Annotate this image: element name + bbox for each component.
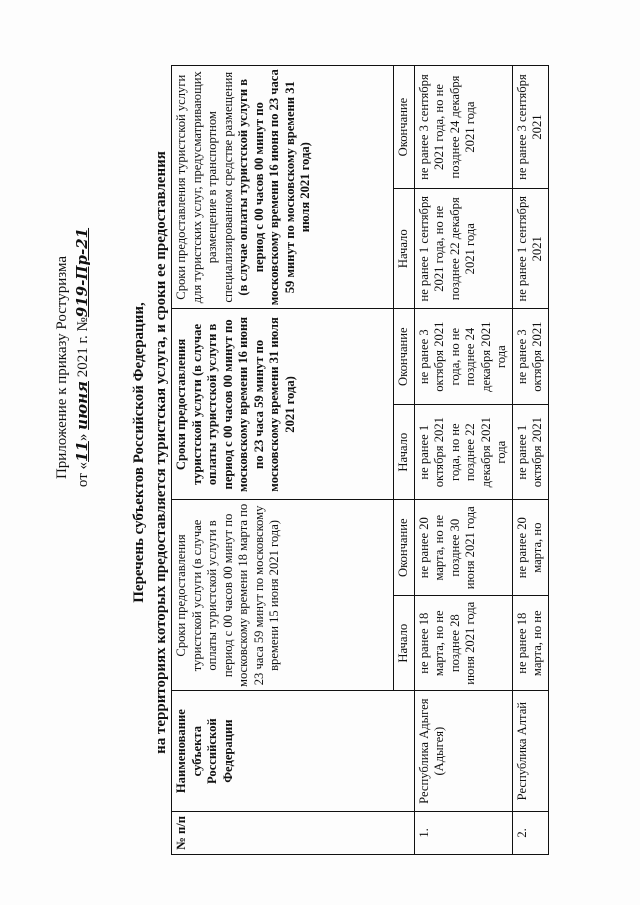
- table-row: [414, 66, 512, 855]
- header-row-1: [172, 66, 394, 855]
- period-3-title: Сроки предоставления туристской услуги для туристских услуг, предусматривающих размещение в транспортном специализированном средстве размещения: [174, 71, 235, 304]
- col-header-period-2: Сроки предоставления туристской услуги (в случае оплаты туристской услуги в период с 00 часов 00 минут по московскому времени 16 июня по 23 часа 59 минут по московскому времени 31 июля 2021 года): [172, 309, 394, 500]
- header-order-number: 919-Пр-21: [73, 227, 91, 318]
- col-header-num: № п/п: [172, 811, 415, 854]
- header-line-1: Приложение к приказу Ростуризма: [54, 255, 70, 480]
- row-region-name: Республика Адыгея (Адыгея): [414, 691, 512, 811]
- header-date-prefix: от «: [75, 461, 91, 488]
- col-header-period-1: Сроки предоставления туристской услуги (в случае оплаты туристской услуги в период с 00 часов 00 минут по московскому времени 18 марта по 23 часа 59 минут по московскому времени 15 июня 2021 года): [172, 500, 394, 691]
- row-p1-end: не ранее 20 марта, но не позднее 30 июня 2021 года: [414, 500, 512, 596]
- header-day: 11: [73, 441, 91, 462]
- row-p3-end: не ранее 3 сентября 2021 года, но не позднее 24 декабря 2021 года: [414, 66, 512, 189]
- document-title: [128, 0, 172, 905]
- col-header-period-3: [172, 66, 394, 309]
- header-line-2: [72, 0, 93, 905]
- row-region-name: Республика Алтай: [512, 691, 548, 811]
- col-header-p2-start: Начало: [394, 404, 415, 500]
- row-p1-start: не ранее 18 марта, но не: [512, 595, 548, 691]
- header-date-mid: »: [75, 429, 91, 442]
- row-num: 1.: [414, 811, 512, 854]
- col-header-name: Наименование субъекта Российской Федерации: [172, 691, 415, 811]
- col-header-p2-end: Окончание: [394, 309, 415, 405]
- row-p3-end: не ранее 3 сентября 2021: [512, 66, 548, 189]
- row-p3-start: не ранее 1 сентября 2021 года, но не позднее 22 декабря 2021 года: [414, 189, 512, 309]
- col-header-p1-end: Окончание: [394, 500, 415, 596]
- row-p2-start: не ранее 1 октября 2021: [512, 404, 548, 500]
- col-header-p3-end: Окончание: [394, 66, 415, 189]
- row-p2-end: не ранее 3 октября 2021 года, но не позднее 24 декабря 2021 года: [414, 309, 512, 405]
- title-line-2: на территориях которых предоставляется туристская услуга, и сроки ее предоставления: [153, 151, 169, 754]
- period-3-note: (в случае оплаты туристской услуги в период с 00 часов 00 минут по московскому времени 16 июня по 23 часа 59 минут по московскому времени 31 июля 2021 года): [236, 69, 312, 306]
- col-header-p3-start: Начало: [394, 189, 415, 309]
- row-p2-start: не ранее 1 октября 2021 года, но не позднее 22 декабря 2021 года: [414, 404, 512, 500]
- order-header: [52, 0, 93, 905]
- regions-table: [171, 65, 549, 855]
- title-line-1: Перечень субъектов Российской Федерации,: [131, 302, 147, 603]
- header-month: июня: [73, 381, 91, 430]
- col-header-p1-start: Начало: [394, 595, 415, 691]
- row-p3-start: не ранее 1 сентября 2021: [512, 189, 548, 309]
- row-p1-start: не ранее 18 марта, но не позднее 28 июня 2021 года: [414, 595, 512, 691]
- row-p2-end: не ранее 3 октября 2021: [512, 309, 548, 405]
- table-row: [512, 66, 548, 855]
- header-year: 2021 г. №: [75, 317, 91, 382]
- row-p1-end: не ранее 20 марта, но: [512, 500, 548, 596]
- row-num: 2.: [512, 811, 548, 854]
